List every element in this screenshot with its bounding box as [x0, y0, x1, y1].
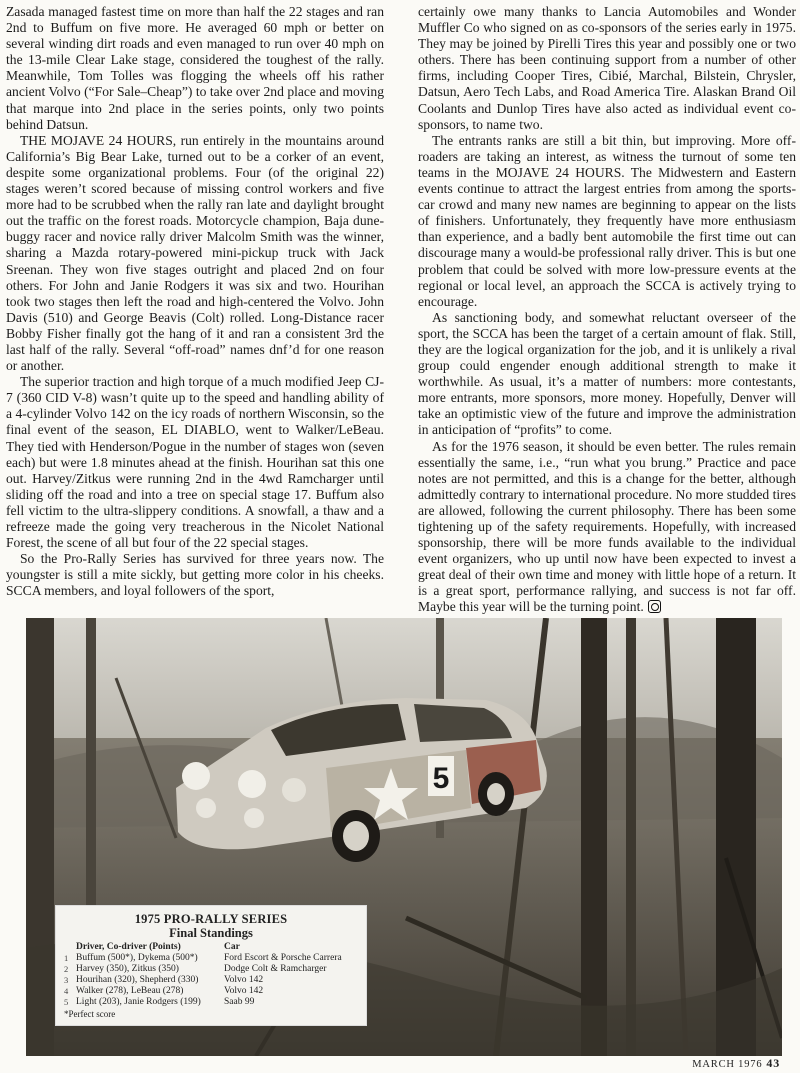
article-column-left [6, 4, 384, 599]
article-paragraph: certainly owe many thanks to Lancia Automobiles and Wonder Muffler Co who signed on as co-sponsors of the series early in 1975. They may be joined by Pirelli Tires this year and possibly one or two others. There has been continuing support from a number of other firms, including Cooper Tires, Cibié, Marchal, Bilstein, Chrysler, Datsun, Aero Tech Labs, and Road America Tire. Alaskan Brand Oil Coolants and Dunlop Tires have also acted as individual event co-sponsors, to name two. [418, 4, 796, 132]
issue-date: MARCH 1976 [692, 1059, 763, 1070]
article-paragraph: Zasada managed fastest time on more than half the 22 stages and ran 2nd to Buffum on five more. He averaged 60 mph or better on several winding dirt roads and even managed to run over 40 mph on the 13-mile Clear Lake stage, considered the toughest of the rally. Meanwhile, Tom Tolles was flogging the wheels off his rather ancient Volvo (“For Sale–Cheap”) to take over 2nd place and moving that marque into 2nd place in the series points, only two points behind Datsun. [6, 4, 384, 132]
standings-title: 1975 PRO-RALLY SERIES [134, 912, 288, 926]
page-number: 43 [766, 1056, 780, 1070]
article-paragraph: The entrants ranks are still a bit thin, but improving. More off-roaders are taking an interest, as witness the turnout of some ten teams in the MOJAVE 24 HOURS. The Midwestern and Eastern events continue to attract the largest entries from among the sports-car crowd and many new names are beginning to appear on the lists of finishers. Unfortunately, they frequently have more enthusiasm than experience, and a badly bent automobile the first time out can discourage many a would-be professional rally driver. This is but one problem that could be solved with more low-pressure events at the regional or local level, an approach the SCCA is actively trying to encourage. [418, 132, 796, 309]
standings-subtitle: Final Standings [169, 926, 253, 940]
end-of-article-icon [648, 600, 661, 613]
table-row [64, 953, 358, 964]
article-paragraph-text: As for the 1976 season, it should be even better. The rules remain essentially the same, i.e., “run what you brung.” Practice and pace notes are not permitted, and this is a change for the better, although admittedly contrary to international procedure. No more studded tires are allowed, following the current philosophy. There has been some tightening up of the safety requirements. Hopefully, with increased sponsorship, there will be more funds available to the individual event organizers, who up until now have been expected to invest a great deal of their own time and money with little hope of a return. It is a great sport, performance rallying, and success is not far off. Maybe this year will be the turning point. [418, 438, 796, 615]
standings-car: Saab 99 [224, 997, 255, 1007]
standings-car: Dodge Colt & Ramcharger [224, 964, 327, 974]
standings-driver: Harvey (350), Zitkus (350) [76, 964, 179, 974]
standings-table [64, 942, 358, 1008]
standings-driver: Hourihan (320), Shepherd (330) [76, 975, 199, 985]
standings-driver: Light (203), Janie Rodgers (199) [76, 997, 201, 1007]
standings-header-pos [64, 942, 76, 953]
standings-pos: 4 [64, 986, 69, 996]
standings-header-driver: Driver, Co-driver (Points) [76, 942, 181, 952]
standings-driver: Buffum (500*), Dykema (500*) [76, 953, 198, 963]
standings-driver: Walker (278), LeBeau (278) [76, 986, 184, 996]
car-number: 5 [432, 762, 450, 795]
standings-car: Ford Escort & Porsche Carrera [224, 953, 342, 963]
table-row [64, 997, 358, 1008]
article-paragraph: So the Pro-Rally Series has survived for three years now. The youngster is still a mite sickly, but getting more color in his cheeks. SCCA members, and loyal followers of the sport, [6, 551, 384, 599]
table-row [64, 975, 358, 986]
standings-pos: 3 [64, 975, 69, 985]
standings-header-row [64, 942, 358, 953]
standings-car: Volvo 142 [224, 986, 264, 996]
article-paragraph: THE MOJAVE 24 HOURS, run entirely in the mountains around California’s Big Bear Lake, turned out to be a corker of an event, despite some organizational problems. Four (of the original 22) stages weren’t scored because of missing control workers and five more had to be scrubbed when the rally ran late and daylight brought out the traffic on the forest roads. Motorcycle champion, Baja dune-buggy racer and novice rally driver Malcolm Smith was the winner, sharing a Mazda rotary-powered mini-pickup truck with Jack Sreenan. They won five stages outright and placed 2nd on four others. For John and Janie Rodgers it was six and two. Hourihan took two stages then left the road and high-centered the Volvo. John Davis (510) and George Beavis (Colt) rolled. Long-Distance racer Bobby Fisher finally got the hang of it and ran a consistent 3rd the last half of the rally. Several “off-road” names dnf’d for one reason or another. [6, 132, 384, 374]
standings-car: Volvo 142 [224, 975, 264, 985]
table-row [64, 986, 358, 997]
standings-pos: 5 [64, 997, 69, 1007]
article-column-right [418, 4, 796, 616]
standings-header-car: Car [224, 942, 240, 952]
standings-box [56, 906, 366, 1025]
table-row [64, 964, 358, 975]
standings-pos: 1 [64, 953, 69, 963]
standings-footnote: *Perfect score [64, 1009, 116, 1019]
article-paragraph: As sanctioning body, and somewhat reluctant overseer of the sport, the SCCA has been the target of a certain amount of flak. Still, they are the logical organization for the job, and it is unlikely a rival group could engender enough additional strength to make it worthwhile. As usual, it’s a matter of numbers: more contestants, more entrants, more sponsors, more money. Hopefully, Denver will take an optimistic view of the future and improve the administration in anticipation of “profits” to come. [418, 309, 796, 438]
standings-pos: 2 [64, 964, 69, 974]
article-paragraph-last [418, 439, 796, 616]
page-footer [692, 1056, 780, 1071]
article-paragraph: The superior traction and high torque of a much modified Jeep CJ-7 (360 CID V-8) wasn’t quite up to the speed and handling ability of a 4-cylinder Volvo 142 on the icy roads of northern Wisconsin, so the final event of the season, EL DIABLO, went to Walker/LeBeau. They tied with Henderson/Pogue in the number of stages won (seven each) but were 1.8 minutes ahead at the finish. Hourihan sat this one out. Harvey/Zitkus were running 2nd in the 4wd Ramcharger until sliding off the road and into a tree on special stage 17. Buffum also fell victim to the ultra-slippery conditions. A snowfall, a thaw and a refreeze made the going very treacherous in the Nicolet National Forest, the scene of all but four of the 22 special stages. [6, 374, 384, 551]
